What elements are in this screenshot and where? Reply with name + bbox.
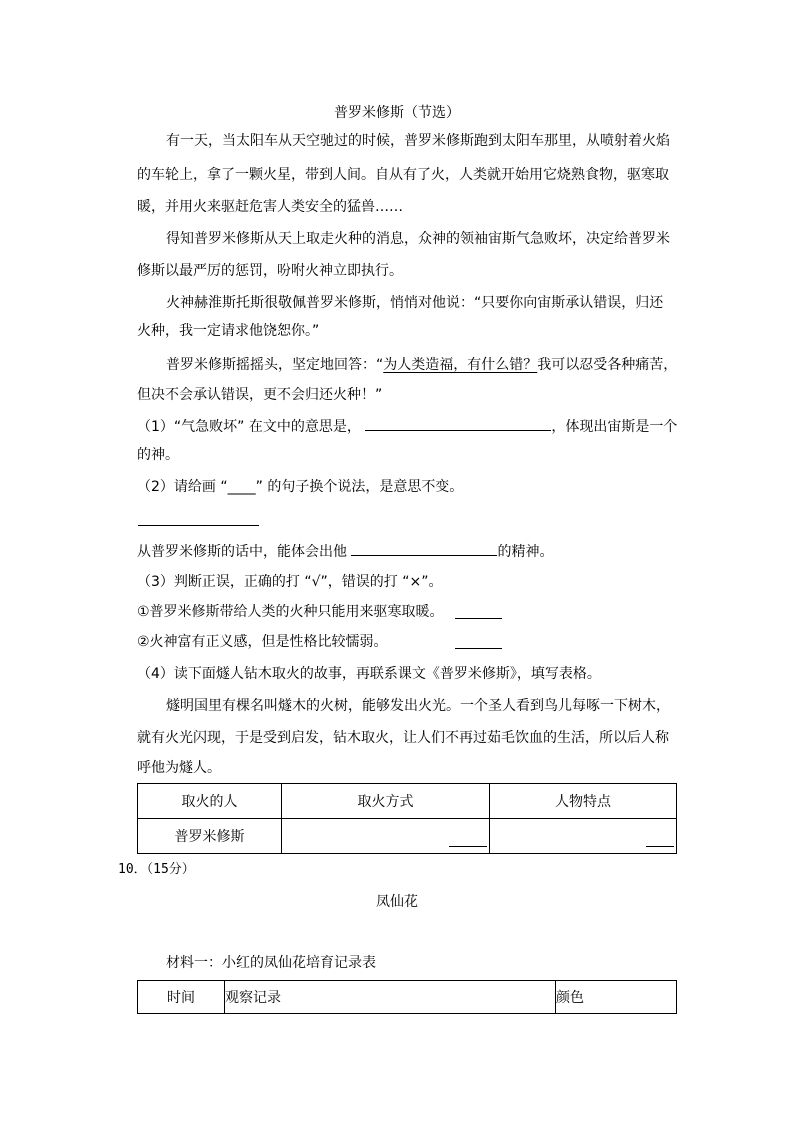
question-10-title: 凤仙花 [376, 894, 418, 910]
question-3: （3）判断正误，正确的打 “√”，错误的打 “×”。 [137, 574, 443, 590]
paragraph-line: 暖，并用火来驱赶危害人类安全的猛兽…… [137, 199, 403, 215]
paragraph-line: 有一天，当太阳车从天空驰过的时候，普罗米修斯跑到太阳车那里，从喷射着火焰 [166, 133, 670, 149]
quote-suffix: 我可以忍受各种痛苦， [537, 357, 678, 373]
paragraph-line: 但决不会承认错误，更不会归还火种！” [137, 387, 383, 403]
story-line: 就有火光闪现，于是受到启发，钻木取火，让人们不再过茹毛饮血的生活，所以后人称 [137, 730, 669, 746]
question-2: （2）请给画 “____” 的句子换个说法，是意思不变。 [137, 479, 464, 495]
question-10-number: 10．（15分） [118, 862, 195, 877]
paragraph-line: 火种，我一定请求他饶恕你。” [137, 323, 320, 339]
passage-title: 普罗米修斯（节选） [334, 105, 460, 121]
answer-blank-3-2[interactable] [455, 648, 502, 649]
table-header: 人物特点 [490, 784, 677, 819]
paragraph-line: 的车轮上，拿了一颗火星，带到人间。自从有了火，人类就开始用它烧熟食物，驱寒取 [137, 167, 669, 183]
question-2-line3-suffix: 的精神。 [497, 544, 554, 560]
answer-blank-trait[interactable] [646, 846, 674, 847]
table-header: 颜色 [556, 981, 677, 1014]
question-4: （4）读下面燧人钻木取火的故事，再联系课文《普罗米修斯》，填写表格。 [137, 666, 601, 682]
answer-blank-3[interactable] [351, 541, 497, 556]
paragraph-line: 火神赫淮斯托斯很敬佩普罗米修斯，悄悄对他说：“只要你向宙斯承认错误，归还 [166, 295, 664, 311]
question-1-line2: 的神。 [137, 447, 179, 463]
table-header: 取火方式 [282, 784, 490, 819]
answer-blank-3-1[interactable] [455, 618, 502, 619]
table-header: 取火的人 [138, 784, 282, 819]
table-header: 观察记录 [225, 981, 556, 1014]
character-trait-cell[interactable] [490, 819, 677, 854]
answer-blank-1[interactable] [365, 416, 551, 431]
table-row [138, 819, 677, 854]
fire-table [137, 783, 677, 854]
story-line: 燧明国里有棵名叫燧木的火树，能够发出火光。一个圣人看到鸟儿每啄一下树木， [166, 698, 670, 714]
material-1-label: 材料一：小红的凤仙花培育记录表 [166, 955, 376, 971]
question-2-line3-prefix: 从普罗米修斯的话中，能体会出他 [137, 544, 352, 560]
paragraph-line: 修斯以最严厉的惩罚，吩咐火神立即执行。 [137, 263, 403, 279]
quote-prefix: 普罗米修斯摇摇头，坚定地回答：“ [166, 357, 384, 373]
table-cell: 普罗米修斯 [138, 819, 282, 854]
answer-blank-2[interactable] [138, 525, 259, 526]
question-1-prefix: （1）“气急败坏” 在文中的意思是， [137, 419, 361, 435]
question-3-item-1: ①普罗米修斯带给人类的火种只能用来驱寒取暖。 [137, 604, 444, 620]
question-3-item-2: ②火神富有正义感，但是性格比较懦弱。 [137, 634, 388, 650]
question-2-line3 [137, 541, 553, 561]
underlined-sentence: 为人类造福，有什么错？ [383, 357, 538, 373]
fire-method-cell[interactable] [282, 819, 490, 854]
story-line: 呼他为燧人。 [137, 760, 221, 776]
record-table [137, 980, 677, 1014]
table-header: 时间 [138, 981, 225, 1014]
question-1 [137, 416, 677, 436]
question-1-suffix: ，体现出宙斯是一个 [551, 419, 678, 435]
answer-blank-method[interactable] [449, 846, 487, 847]
paragraph-line: 得知普罗米修斯从天上取走火种的消息，众神的领袖宙斯气急败坏，决定给普罗米 [166, 231, 670, 247]
paragraph-line [166, 356, 677, 374]
